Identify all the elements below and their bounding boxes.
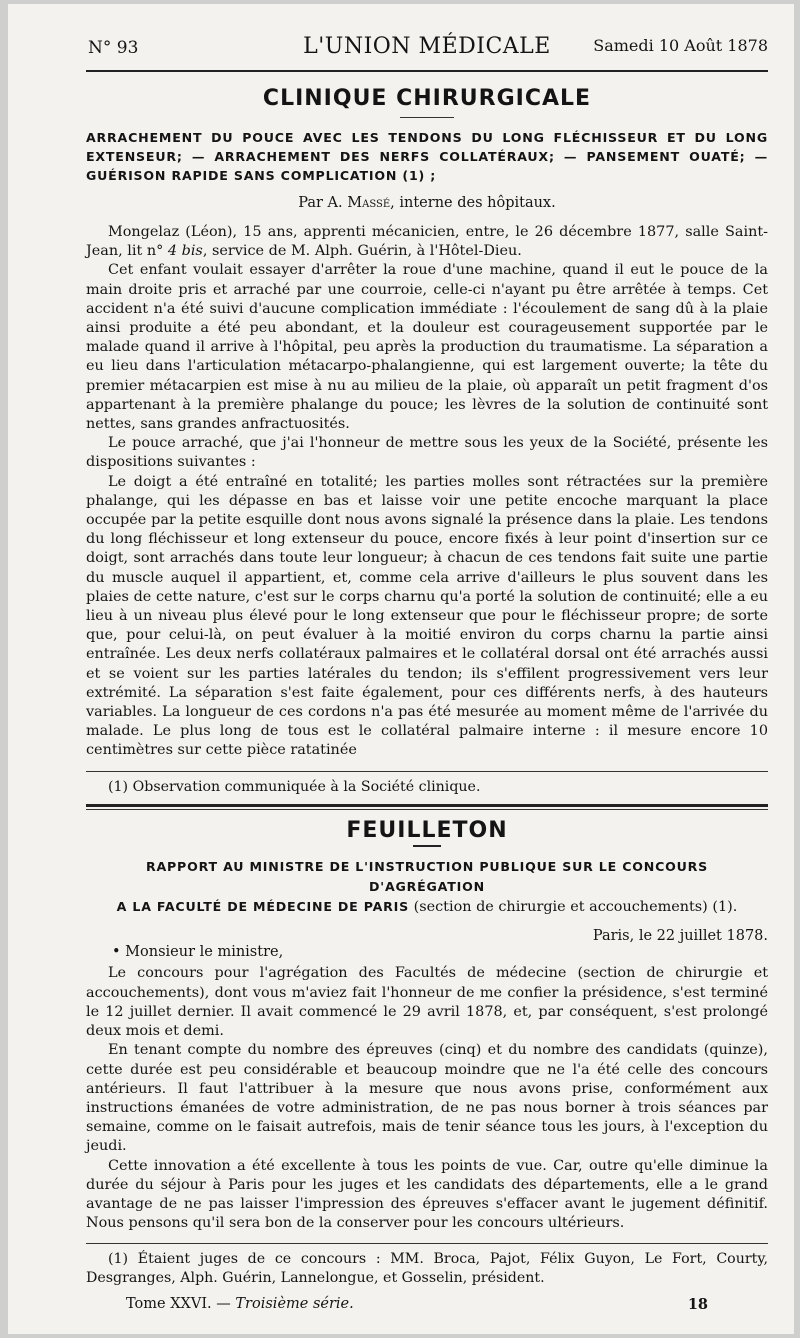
- issue-date: Samedi 10 Août 1878: [593, 36, 768, 55]
- series-label: Troisième série.: [235, 1295, 354, 1312]
- section-separator-thin: [86, 809, 768, 810]
- letter-salutation: • Monsieur le ministre,: [112, 944, 284, 961]
- paragraph: [86, 223, 768, 261]
- article-subtitle: ARRACHEMENT DU POUCE AVEC LES TENDONS DU LONG FLÉCHISSEUR ET DU LONG EXTENSEUR; — ARRACHEMENT DES NERFS COLLATÉRAUX; — PANSEMENT OUATÉ; — GUÉRISON RAPIDE SANS COMPLICATION (1) ;: [86, 130, 768, 183]
- letter-dateline: Paris, le 22 juillet 1878.: [592, 928, 768, 945]
- paragraph: Cette innovation a été excellente à tous les points de vue. Car, outre qu'elle diminue la durée du séjour à Paris pour les juges et les candidats des départements, elle a le grand avantage de ne pas laisser l'impression des épreuves s'effacer avant le jugement définitif. Nous pensons qu'il sera bon de la conserver pour les concours ultérieurs.: [86, 1157, 768, 1232]
- paragraph: Cet enfant voulait essayer d'arrêter la roue d'une machine, quand il eut le pouce de la main droite pris et arraché par une courroie, celle-ci n'ayant pu être arrêtée à temps. Cet accident n'a été suivi d'aucune complication immédiate : l'écoulement de sang dû à la plaie ainsi produite a été peu abondant, et la douleur est courageusement supportée par le malade quand il arrive à l'hôpital, peu après la production du traumatisme. La séparation a eu lieu dans l'articulation métacarpo-phalangienne, qui est largement ouverte; la tête du premier métacarpien est mise à nu au milieu de la plaie, où apparaît un petit fragment d'os appartenant à la première phalange du pouce; les lèvres de la solution de continuité sont nettes, sans grandes anfractuosités.: [86, 262, 768, 433]
- report-heading: [86, 857, 768, 918]
- feuilleton-divider: [413, 845, 441, 847]
- running-header: [86, 32, 768, 66]
- report-heading-bold: A LA FACULTÉ DE MÉDECINE DE PARIS: [116, 899, 410, 915]
- section-separator: [86, 804, 768, 807]
- paragraph: Le pouce arraché, que j'ai l'honneur de mettre sous les yeux de la Société, présente les dispositions suivantes :: [86, 435, 768, 471]
- author-name: Massé: [347, 195, 391, 211]
- issue-number: N° 93: [88, 38, 139, 58]
- title-divider: [400, 117, 454, 118]
- para-text: Mongelaz (Léon), 15 ans, apprenti mécanicien, entre, le 26 décembre 1877, salle Saint-Jean, lit n°: [86, 224, 768, 260]
- tome-label: Tome XXVI. —: [126, 1295, 231, 1312]
- footnote: (1) Étaient juges de ce concours : MM. Broca, Pajot, Félix Guyon, Le Fort, Courty, Desgranges, Alph. Guérin, Lannelongue, et Gosselin, président.: [86, 1251, 768, 1287]
- paragraph: Le concours pour l'agrégation des Facultés de médecine (section de chirurgie et accouchements), dont vous m'aviez fait l'honneur de me confier la présidence, s'est terminé le 12 juillet dernier. Il avait commencé le 29 avril 1878, et, par conséquent, s'est prolongé deux mois et demi.: [86, 965, 768, 1040]
- volume-info: [126, 1296, 354, 1312]
- paragraph: En tenant compte du nombre des épreuves (cinq) et du nombre des candidats (quinze), cette durée est peu considérable et beaucoup moindre que ne l'a été celle des concours antérieurs. Il faut l'attribuer à la mesure que nous avons prise, conformément aux instructions émanées de votre administration, de ne pas nous borner à trois séances par semaine, comme on le faisait autrefois, mais de tenir séance tous les jours, à l'exception du jeudi.: [86, 1042, 768, 1155]
- feuilleton-title: FEUILLETON: [346, 818, 508, 844]
- page-content: [86, 32, 768, 1320]
- report-heading-line2: [86, 897, 768, 918]
- header-rule: [86, 70, 768, 72]
- report-heading-plain: (section de chirurgie et accouchements) (1).: [409, 899, 738, 916]
- report-heading-line1: RAPPORT AU MINISTRE DE L'INSTRUCTION PUBLIQUE SUR LE CONCOURS D'AGRÉGATION: [145, 859, 709, 895]
- footnote-rule: [86, 1243, 768, 1244]
- byline: [86, 195, 768, 211]
- para-text: , service de M. Alph. Guérin, à l'Hôtel-Dieu.: [202, 243, 522, 260]
- journal-title: L'UNION MÉDICALE: [303, 34, 551, 59]
- para-italic: 4 bis: [167, 243, 203, 260]
- page-footer: [86, 1296, 768, 1320]
- footnote: (1) Observation communiquée à la Société clinique.: [108, 778, 481, 795]
- section-title: CLINIQUE CHIRURGICALE: [262, 86, 592, 111]
- page-number: 18: [687, 1295, 708, 1313]
- byline-suffix: , interne des hôpitaux.: [390, 195, 556, 211]
- footnote-rule: [86, 771, 768, 772]
- byline-prefix: Par A.: [298, 195, 343, 211]
- paragraph: Le doigt a été entraîné en totalité; les parties molles sont rétractées sur la première phalange, qui les dépasse en bas et laisse voir une petite encoche marquant la place occupée par la petite esquille dont nous avons signalé la présence dans la plaie. Les tendons du long fléchisseur et long extenseur du pouce, encore fixés à leur point d'insertion sur ce doigt, sont arrachés dans toute leur longueur; à chacun de ces tendons fait suite une partie du muscle auquel il appartient, et, comme cela arrive d'ailleurs le plus souvent dans les plaies de cette nature, c'est sur le corps charnu qu'a porté la solution de continuité; elle a eu lieu à un niveau plus élevé pour le long extenseur que pour le fléchisseur propre; de sorte que, pour celui-là, on peut évaluer à la moitié environ du corps charnu la partie ainsi entraînée. Les deux nerfs collatéraux palmaires et le collatéral dorsal ont été arrachés aussi et se voient sur les parties latérales du tendon; ils s'effilent progressivement vers leur extrémité. La séparation s'est faite également, pour ces différents nerfs, à des hauteurs variables. La longueur de ces cordons n'a pas été mesurée au moment même de l'arrivée du malade. Le plus long de tous est le collatéral palmaire interne : il mesure encore 10 centimètres sur cette pièce ratatinée: [86, 473, 768, 759]
- page-sheet: [8, 4, 794, 1334]
